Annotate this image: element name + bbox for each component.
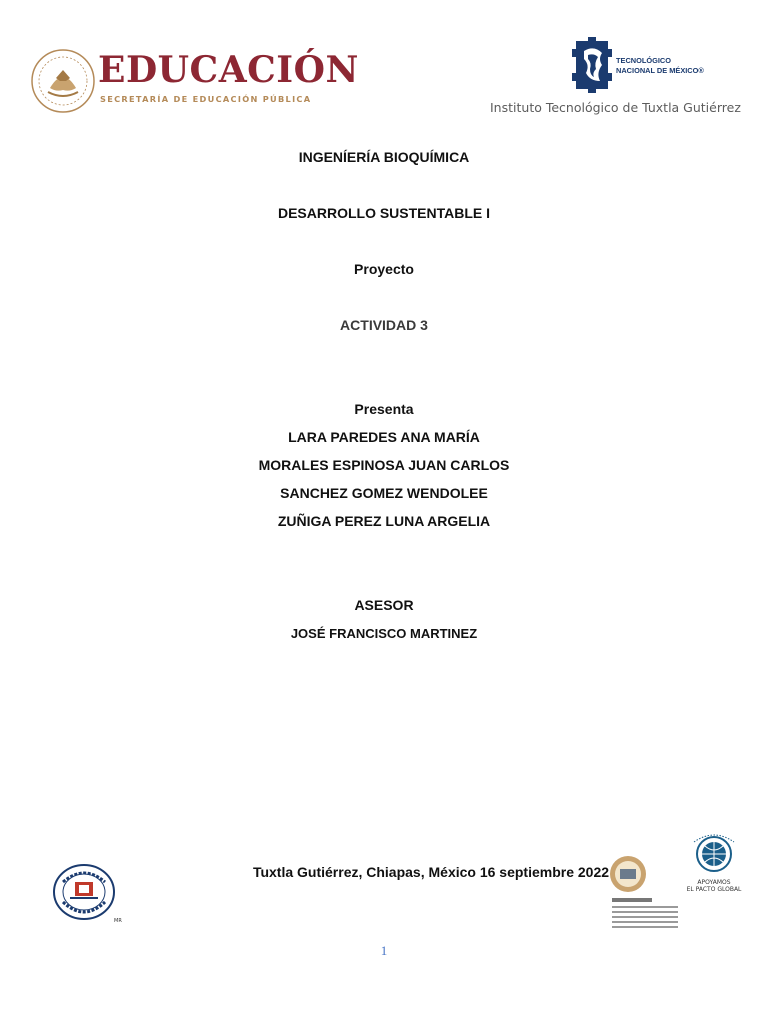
tecnm-name-line2: NACIONAL DE MÉXICO® xyxy=(616,66,704,75)
work-type: Proyecto xyxy=(354,261,414,277)
mexico-coat-of-arms-icon xyxy=(30,48,96,114)
sep-logo-wordmark: EDUCACIÓN xyxy=(98,49,359,91)
global-compact-seal xyxy=(686,830,742,892)
certification-seal-icon xyxy=(608,852,682,932)
page-number: 1 xyxy=(380,943,388,958)
author-name: MORALES ESPINOSA JUAN CARLOS xyxy=(258,457,510,473)
global-compact-line1: APOYAMOS xyxy=(697,879,731,886)
presents-label: Presenta xyxy=(354,401,414,417)
career-title: INGENÍERÍA BIOQUÍMICA xyxy=(298,149,470,165)
author-name: LARA PAREDES ANA MARÍA xyxy=(288,429,480,445)
activity-title: ACTIVIDAD 3 xyxy=(340,317,428,333)
tecnm-name-line1: TECNOLÓGICO xyxy=(616,56,672,65)
subject-title: DESARROLLO SUSTENTABLE I xyxy=(277,205,491,221)
sep-logo-subtitle: SECRETARÍA DE EDUCACIÓN PÚBLICA xyxy=(100,94,312,104)
author-name: SANCHEZ GOMEZ WENDOLEE xyxy=(280,485,488,501)
advisor-label: ASESOR xyxy=(354,597,414,613)
svg-text:MR: MR xyxy=(114,918,122,924)
author-name: ZUÑIGA PEREZ LUNA ARGELIA xyxy=(277,513,491,529)
global-compact-line2: EL PACTO GLOBAL xyxy=(686,886,742,893)
advisor-name: JOSÉ FRANCISCO MARTINEZ xyxy=(290,626,478,641)
tecnm-gear-icon xyxy=(572,37,612,93)
sep-logo xyxy=(30,46,359,116)
tecnm-logo xyxy=(488,36,741,122)
tecnm-name xyxy=(616,56,704,76)
place-and-date: Tuxtla Gutiérrez, Chiapas, México 16 septiembre 2022 xyxy=(252,864,610,880)
institution-name: Instituto Tecnológico de Tuxtla Gutiérrez xyxy=(490,100,741,115)
global-compact-globe-icon xyxy=(686,830,742,874)
